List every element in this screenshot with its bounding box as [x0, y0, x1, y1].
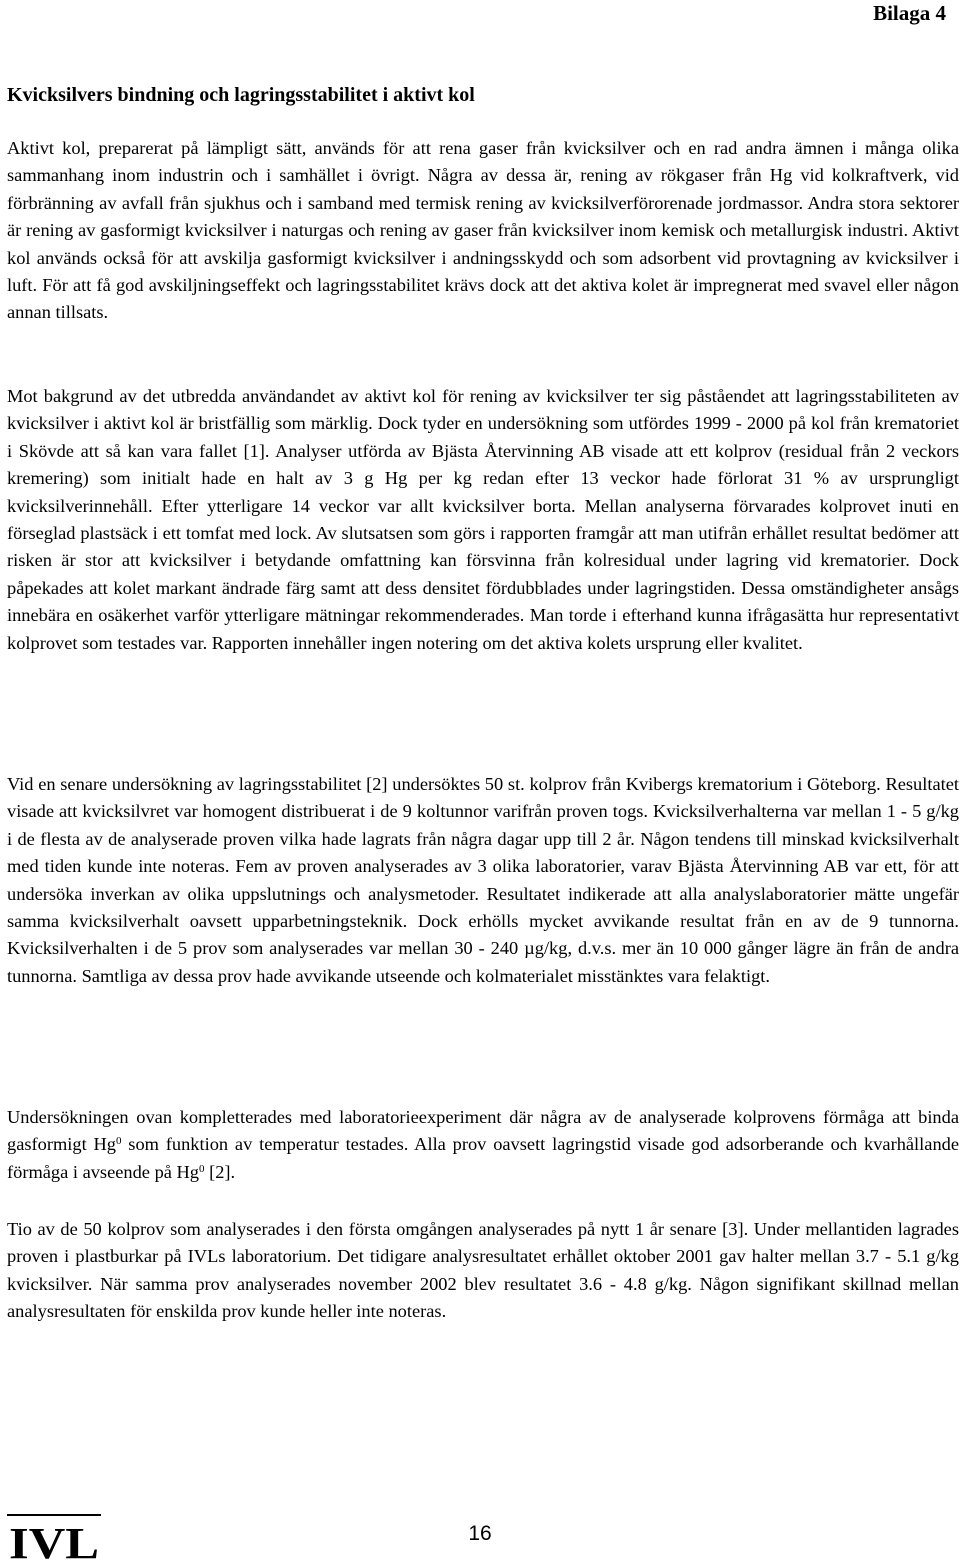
ivl-logo-text: IVL	[9, 1519, 99, 1564]
paragraph-background: Mot bakgrund av det utbredda användandet av aktivt kol för rening av kvicksilver ter sig påståendet att lagringsstabiliteten av kvicksilver i aktivt kol är bristfällig som märklig. Dock tyder en undersökning som utfördes 1999 - 2000 på kol från krematoriet i Skövde att så kan vara fallet [1]. Analyser utförda av Bjästa Återvinning AB visade att ett kolprov (residual från 2 veckors kremering) som initialt hade en halt av 3 g Hg per kg redan efter 13 veckor hade förlorat 31 % av ursprungligt kvicksilverinnehåll. Efter ytterligare 14 veckor var allt kvicksilver borta. Mellan analyserna förvarades kolprovet inuti en förseglad plastsäck i ett tomfat med lock. Av slutsatsen som görs i rapporten framgår att man utifrån erhållet resultat bedömer att risken är stor att kvicksilver i betydande omfattning kan försvinna från kolresidual under lagring vid krematorier. Dock påpekades att kolet markant ändrade färg samt att dess densitet fördubblades under lagringstiden. Dessa omständigheter ansågs innebära en osäkerhet varför ytterligare mätningar rekommenderades. Man torde i efterhand kunna ifrågasätta hur representativt kolprovet som testades var. Rapporten innehåller ingen notering om det aktiva kolets ursprung eller kvalitet.	[7, 386, 959, 653]
superscript-zero: 0	[199, 1162, 205, 1175]
document-title: Kvicksilvers bindning och lagringsstabilitet i aktivt kol	[7, 84, 475, 106]
paragraph-lab-experiment	[7, 1104, 959, 1186]
paragraph-lab-text-1: Undersökningen ovan kompletterades med laboratorieexperiment där några av de analyserade kolprovens förmåga att binda gasformigt Hg	[7, 1107, 959, 1155]
paragraph-reanalysis: Tio av de 50 kolprov som analyserades i den första omgången analyserades på nytt 1 år senare [3]. Under mellantiden lagrades proven i plastburkar på IVLs laboratorium. Det tidigare analysresultatet erhållet oktober 2001 gav halter mellan 3.7 - 5.1 g/kg kvicksilver. När samma prov analyserades november 2002 blev resultatet 3.6 - 4.8 g/kg. Någon signifikant skillnad mellan analysresultaten för enskilda prov kunde heller inte noteras.	[7, 1219, 959, 1322]
paragraph-intro: Aktivt kol, preparerat på lämpligt sätt, används för att rena gaser från kvicksilver och en rad andra ämnen i många olika sammanhang inom industrin och i samhället i övrigt. Några av dessa är, rening av rökgaser från Hg vid kolkraftverk, vid förbränning av avfall från sjukhus och i samband med termisk rening av kvicksilverförorenade jordmassor. Andra stora sektorer är rening av gasformigt kvicksilver i naturgas och rening av gaser från kvicksilver inom kemisk och metallurgisk industri. Aktivt kol används också för att avskilja gasformigt kvicksilver i andningsskydd och som adsorbent vid provtagning av kvicksilver i luft. För att få god avskiljningseffekt och lagringsstabilitet krävs dock att det aktiva kolet är impregnerat med svavel eller någon annan tillsats.	[7, 138, 959, 323]
paragraph-lab-text-2: som funktion av temperatur testades. Alla prov oavsett lagringstid visade god adsorberande och kvarhållande förmåga i avseende på Hg	[7, 1134, 959, 1182]
superscript-zero: 0	[115, 1135, 122, 1148]
page-number: 16	[468, 1522, 492, 1545]
paragraph-later-study: Vid en senare undersökning av lagringsstabilitet [2] undersöktes 50 st. kolprov från Kvibergs krematorium i Göteborg. Resultatet visade att kvicksilvret var homogent distribuerat i de 9 koltunnor varifrån proven togs. Kvicksilverhalterna var mellan 1 - 5 g/kg i de flesta av de analyserade proven vilka hade lagrats från några dagar upp till 2 år. Någon tendens till minskad kvicksilverhalt med tiden kunde inte noteras. Fem av proven analyserades av 3 olika laboratorier, varav Bjästa Återvinning AB var ett, för att undersöka inverkan av olika uppslutnings och analysmetoder. Resultatet indikerade att alla analyslaboratorier mätte ungefär samma kvicksilverhalt oavsett upparbetningsteknik. Dock erhölls mycket avvikande resultat från en av de 9 tunnorna. Kvicksilverhalten i de 5 prov som analyserades var mellan 30 - 240 µg/kg, d.v.s. mer än 10 000 gånger lägre än från de andra tunnorna. Samtliga av dessa prov hade avvikande utseende och kolmaterialet misstänktes vara felaktigt.	[7, 774, 959, 986]
annex-label: Bilaga 4	[873, 1, 946, 25]
paragraph-lab-text-3: [2].	[204, 1161, 236, 1182]
